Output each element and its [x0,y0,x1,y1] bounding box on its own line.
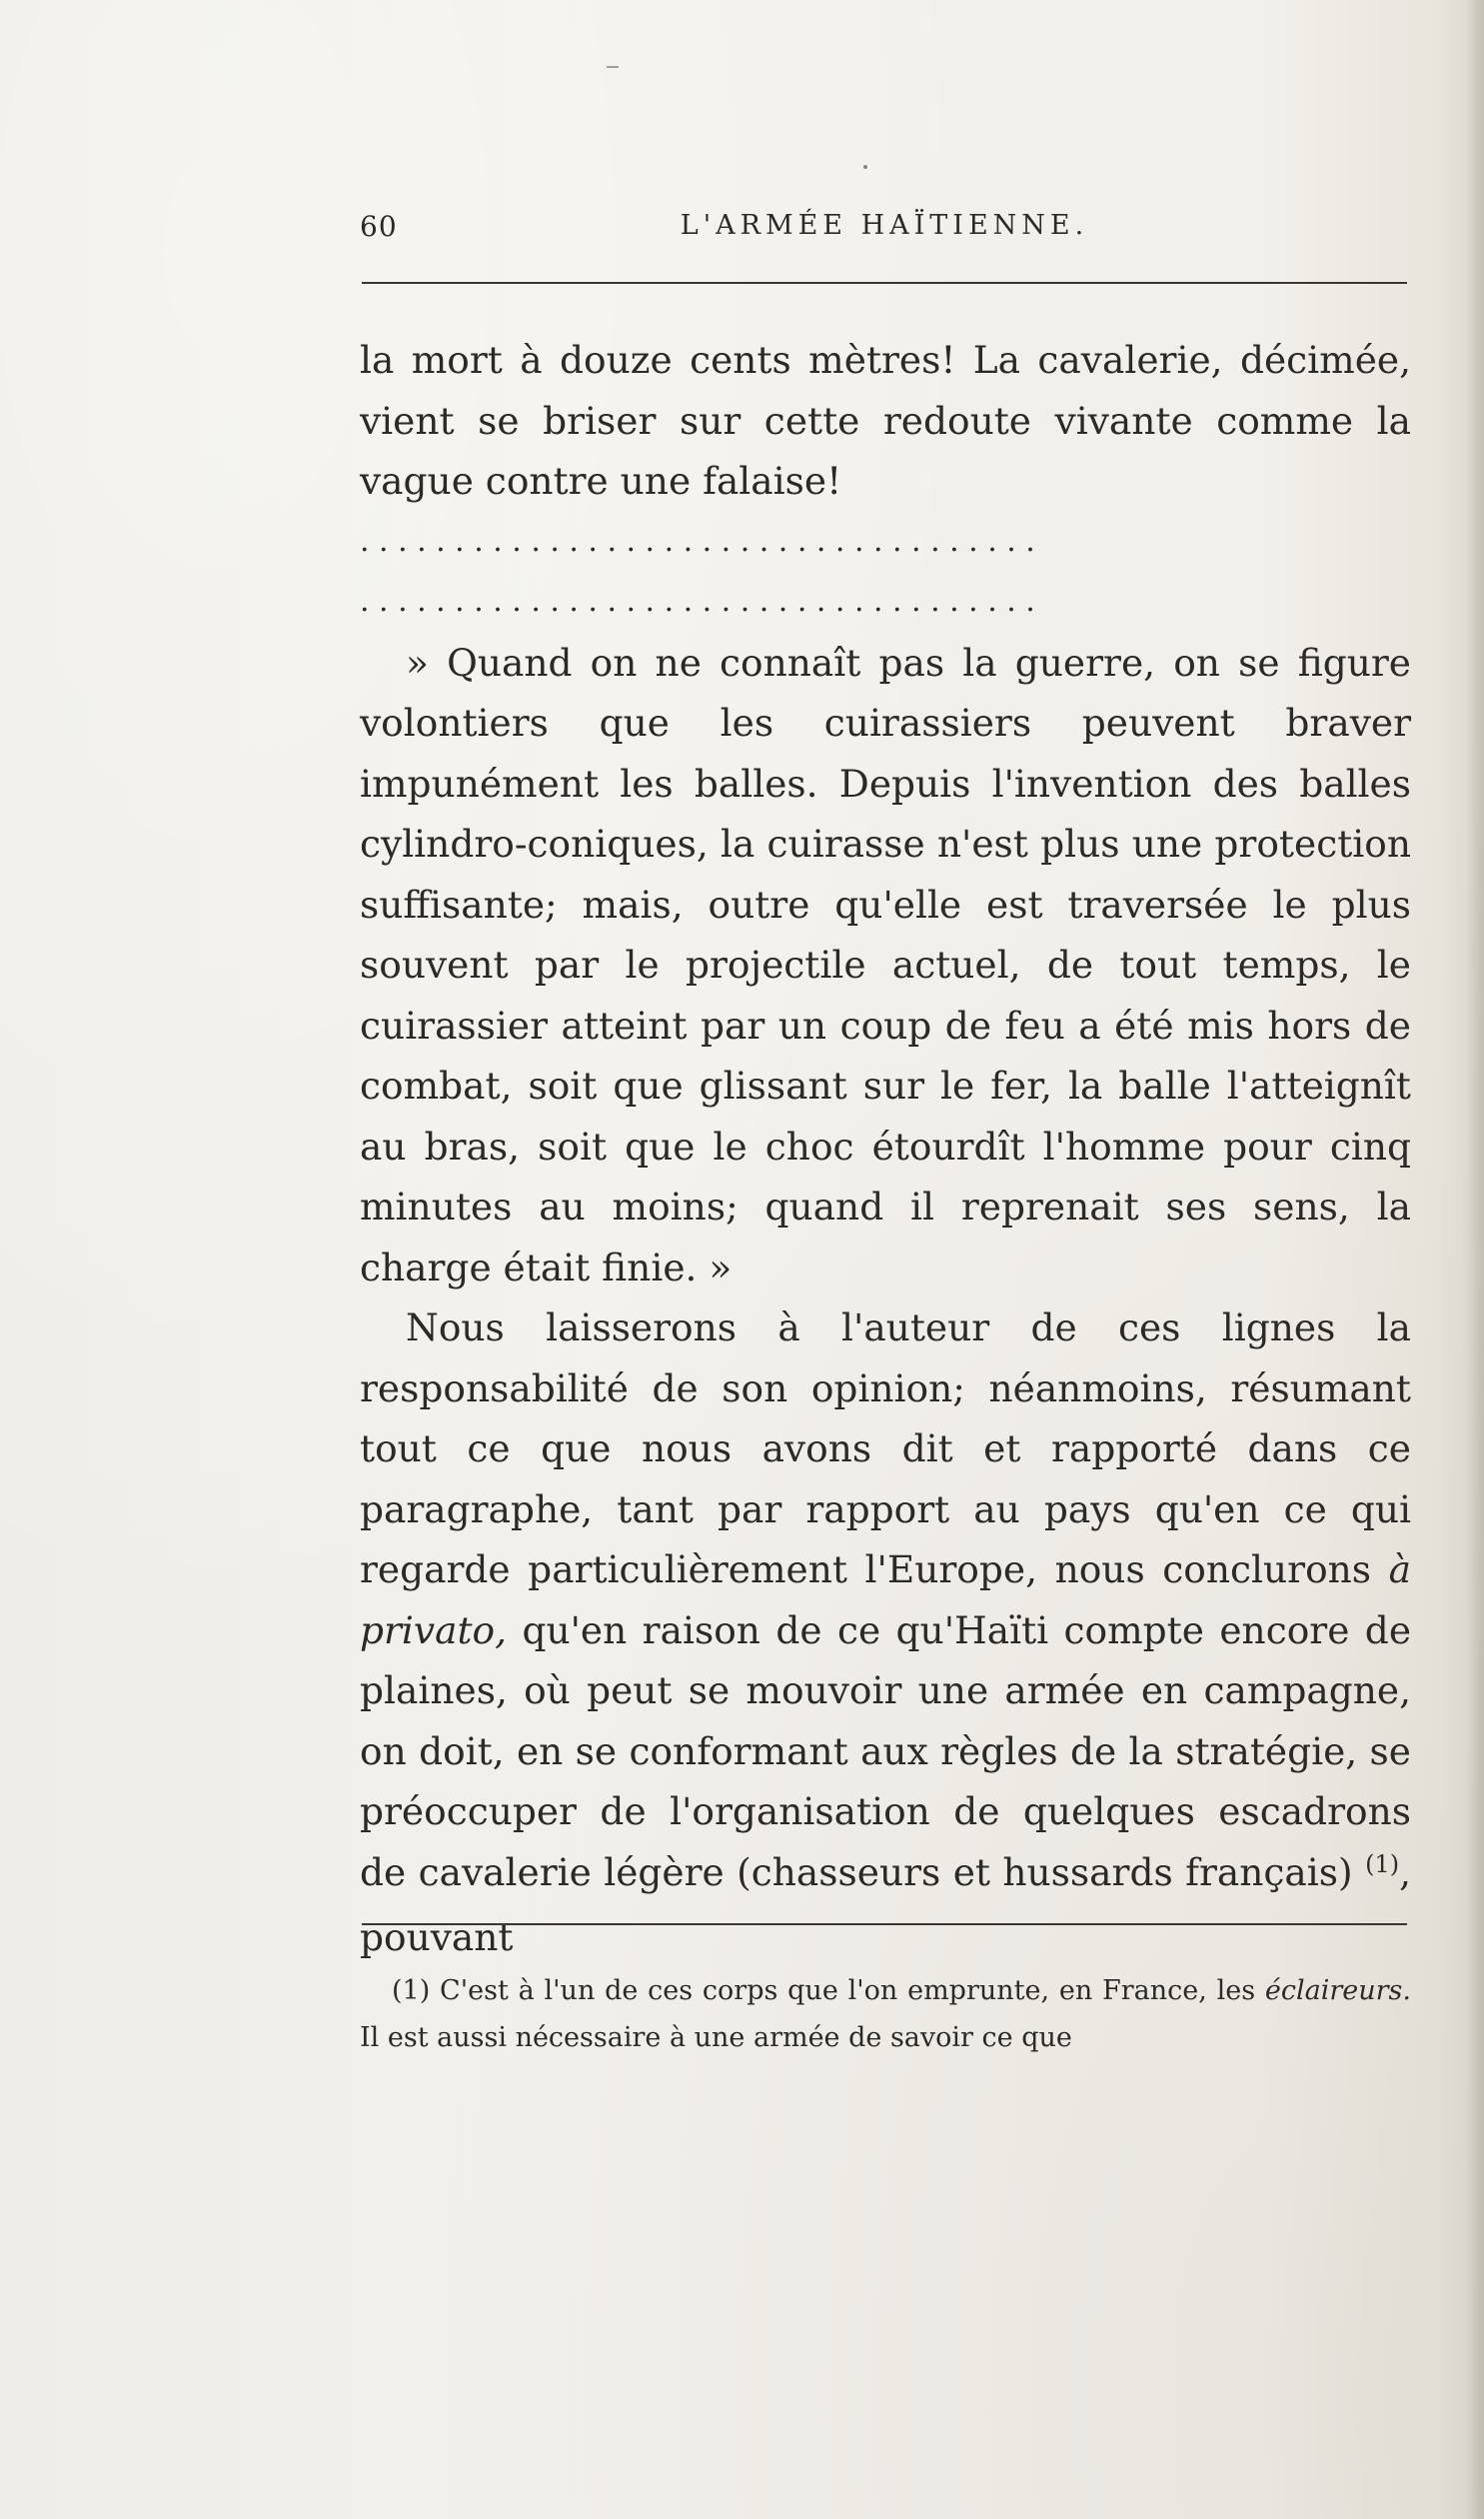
page-number: 60 [360,210,398,243]
header-rule [362,282,1407,284]
footnote-rule [362,1923,1407,1925]
italic-phrase: à privato, [360,1547,1412,1652]
main-text [360,330,1411,1968]
ellipsis-line-1: .................................... [360,523,1045,559]
footnote-paragraph [360,1967,1411,2061]
footnote-italic-word: éclaireurs. [1264,1975,1411,2006]
footnote-reference: (1) [1365,1849,1400,1878]
conclusion-text-middle: qu'en raison de ce qu'Haïti compte encore de plaines, où peut se mouvoir une armée en campagne, on doit, en se conformant aux règles de la stratégie, se préoccuper de l'organisation de quelques escadrons de cavalerie légère (chasseurs et hussards français) [360,1607,1412,1894]
conclusion-text-start: Nous laisserons à l'auteur de ces lignes la responsabilité de son opinion; néanmoins, résumant tout ce que nous avons dit et rapporté dans ce paragraphe, tant par rapport au pays qu'en ce qui regarde particulièrement l'Europe, nous conclurons [360,1305,1411,1591]
paragraph-continuation: la mort à douze cents mètres! La cavalerie, décimée, vient se briser sur cette redoute vivante comme la vague contre une falaise! [360,338,1411,503]
footnote-marker: (1) [392,1975,431,2006]
quoted-paragraph: » Quand on ne connaît pas la guerre, on se figure volontiers que les cuirassiers peuvent braver impunément les balles. Depuis l'invention des balles cylindro-coniques, la cuirasse n'est plus une protection suffisante; mais, outre qu'elle est traversée le plus souvent par le projectile actuel, de tout temps, le cuirassier atteint par un coup de feu a été mis hors de combat, soit que glissant sur le fer, la balle l'atteignît au bras, soit que le choc étourdît l'homme pour cinq minutes au moins; quand il reprenait ses sens, la charge était finie. » [360,640,1411,1289]
ellipsis-line-2: .................................... [360,584,1045,619]
conclusion-text-end: , pouvant [360,1849,1411,1959]
conclusion-paragraph [360,1297,1411,1968]
print-mark [607,66,619,68]
footnote-text-end: Il est aussi nécessaire à une armée de savoir ce que [360,2022,1072,2053]
footnote-text-start: C'est à l'un de ces corps que l'on emprunte, en France, les [440,1975,1256,2006]
running-title: L'ARMÉE HAÏTIENNE. [680,210,1089,241]
paper-speck [863,165,867,169]
page-header [360,210,1409,256]
footnote [360,1967,1411,2061]
page-edge-shadow [1466,0,1484,2519]
